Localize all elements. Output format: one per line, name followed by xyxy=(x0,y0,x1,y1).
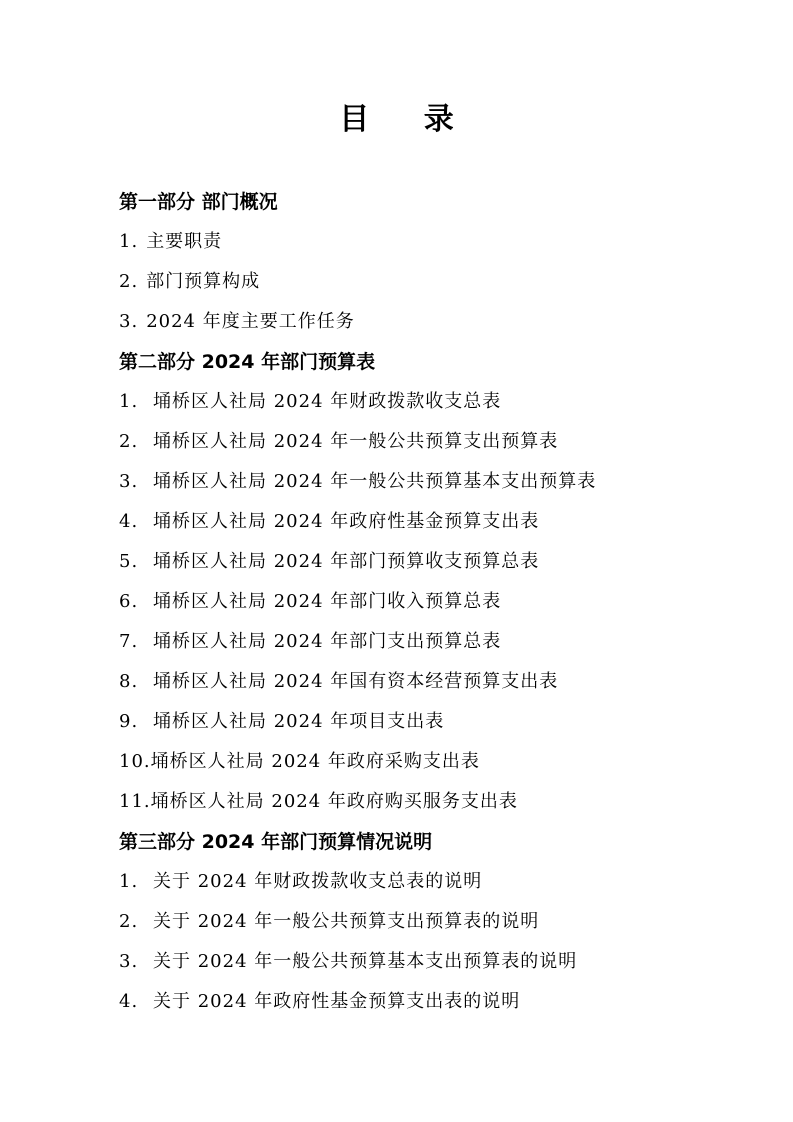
entry-text: 埇桥区人社局 2024 年一般公共预算基本支出预算表 xyxy=(153,471,597,492)
toc-entry xyxy=(119,942,739,982)
entry-number: 6. xyxy=(119,591,139,612)
toc-entry xyxy=(119,262,739,302)
entry-number: 11. xyxy=(119,791,151,812)
entry-number: 3. xyxy=(119,951,139,972)
toc-entry xyxy=(119,222,739,262)
entry-number: 10. xyxy=(119,751,151,772)
toc-entry xyxy=(119,542,739,582)
toc-entry xyxy=(119,702,739,742)
toc-entry xyxy=(119,622,739,662)
entry-number: 2. xyxy=(119,271,139,292)
entry-text: 埇桥区人社局 2024 年国有资本经营预算支出表 xyxy=(153,671,559,692)
entry-text: 埇桥区人社局 2024 年政府采购支出表 xyxy=(150,751,480,772)
toc-entry xyxy=(119,982,739,1022)
table-of-contents xyxy=(119,182,739,1022)
toc-entry xyxy=(119,782,739,822)
toc-entry xyxy=(119,462,739,502)
entry-text: 关于 2024 年一般公共预算基本支出预算表的说明 xyxy=(153,951,578,972)
entry-text: 埇桥区人社局 2024 年部门预算收支预算总表 xyxy=(153,551,540,572)
entry-text: 部门预算构成 xyxy=(146,271,261,292)
toc-entry xyxy=(119,382,739,422)
section-heading-3: 第三部分 2024 年部门预算情况说明 xyxy=(119,831,433,853)
toc-entry xyxy=(119,742,739,782)
entry-number: 1. xyxy=(119,391,139,412)
entry-number: 7. xyxy=(119,631,139,652)
toc-entry xyxy=(119,662,739,702)
entry-text: 2024 年度主要工作任务 xyxy=(146,311,355,332)
entry-number: 9. xyxy=(119,711,139,732)
entry-number: 3. xyxy=(119,471,139,492)
entry-number: 4. xyxy=(119,991,139,1012)
entry-text: 埇桥区人社局 2024 年一般公共预算支出预算表 xyxy=(153,431,559,452)
entry-number: 2. xyxy=(119,431,139,452)
entry-number: 5. xyxy=(119,551,139,572)
section-heading-1: 第一部分 部门概况 xyxy=(119,191,278,213)
entry-text: 埇桥区人社局 2024 年政府购买服务支出表 xyxy=(150,791,518,812)
entry-number: 1. xyxy=(119,231,139,252)
entry-text: 埇桥区人社局 2024 年部门支出预算总表 xyxy=(153,631,502,652)
entry-text: 埇桥区人社局 2024 年部门收入预算总表 xyxy=(153,591,502,612)
entry-text: 埇桥区人社局 2024 年政府性基金预算支出表 xyxy=(153,511,540,532)
toc-entry xyxy=(119,302,739,342)
toc-entry xyxy=(119,422,739,462)
toc-entry xyxy=(119,862,739,902)
entry-number: 1. xyxy=(119,871,139,892)
entry-text: 埇桥区人社局 2024 年项目支出表 xyxy=(153,711,445,732)
entry-text: 主要职责 xyxy=(146,231,223,252)
page-title: 目 录 xyxy=(339,102,476,137)
section-heading-2: 第二部分 2024 年部门预算表 xyxy=(119,351,376,373)
entry-number: 8. xyxy=(119,671,139,692)
entry-number: 2. xyxy=(119,911,139,932)
entry-text: 埇桥区人社局 2024 年财政拨款收支总表 xyxy=(153,391,502,412)
entry-number: 3. xyxy=(119,311,139,332)
entry-text: 关于 2024 年政府性基金预算支出表的说明 xyxy=(153,991,521,1012)
toc-entry xyxy=(119,502,739,542)
entry-text: 关于 2024 年财政拨款收支总表的说明 xyxy=(153,871,483,892)
entry-text: 关于 2024 年一般公共预算支出预算表的说明 xyxy=(153,911,540,932)
entry-number: 4. xyxy=(119,511,139,532)
toc-entry xyxy=(119,902,739,942)
toc-entry xyxy=(119,582,739,622)
